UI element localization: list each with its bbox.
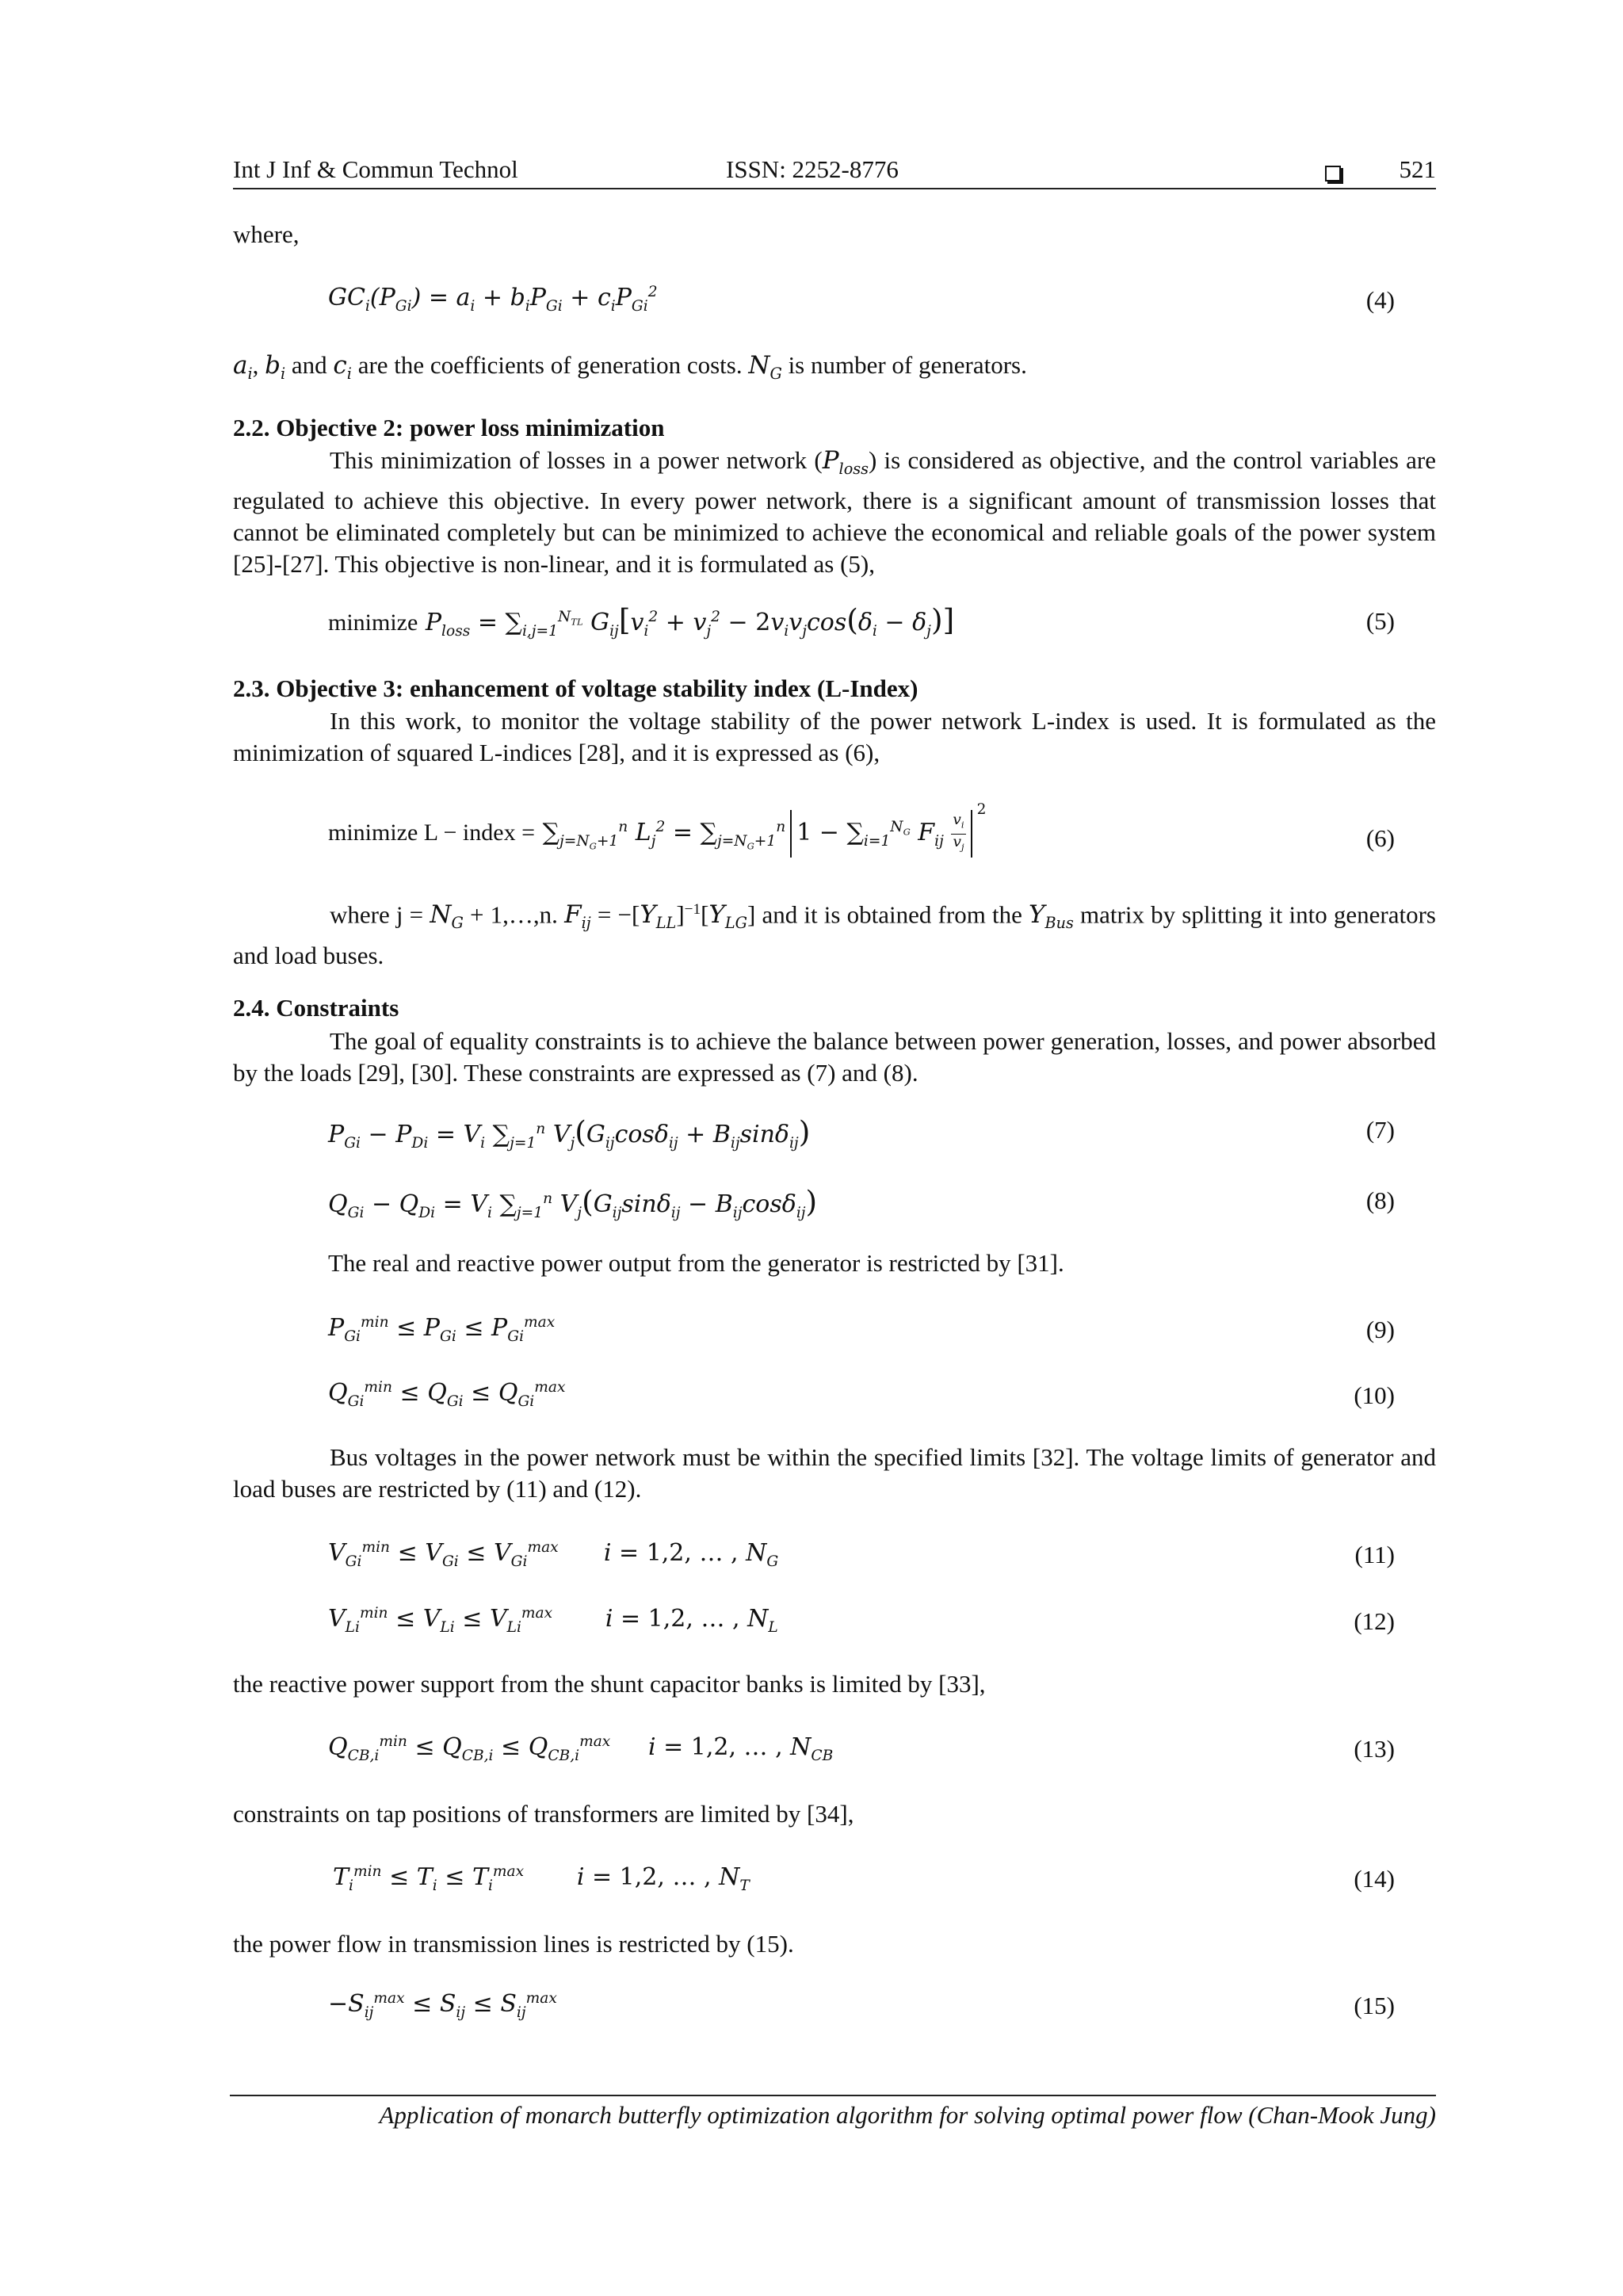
shunt-capacitor-text: the reactive power support from the shunt capacitor banks is limited by [33], <box>233 1670 986 1698</box>
equation-11: $V_{Gi}^{min} \le V_{Gi} \le V_{Gi}^{max}$ i = 1,2, … , $N_G$ <box>328 1539 779 1570</box>
equation-4: $GC_i(P_{Gi}) = a_i + b_iP_{Gi} + c_iP_{Gi}^2$ <box>328 284 658 315</box>
footer-rule <box>230 2095 1436 2096</box>
section-2-4-title: 2.4. Constraints <box>233 994 399 1022</box>
equation-7-number: (7) <box>1365 1116 1395 1144</box>
equation-12: $V_{Li}^{min} \le V_{Li} \le V_{Li}^{max}$ i = 1,2, … , $N_L$ <box>328 1605 778 1636</box>
header-rule <box>233 188 1436 189</box>
equation-12-number: (12) <box>1354 1607 1395 1635</box>
section-2-2-title: 2.2. Objective 2: power loss minimization <box>233 414 665 441</box>
page-number: 521 <box>1399 155 1436 183</box>
equation-5: minimize $P_{loss} = \sum_{i,j=1}^{N_{TL}}$ $G_{ij}[v_i^2 + v_j^2 - 2v_iv_j\cos(\delta_i - \delta_j)]$ <box>328 602 955 640</box>
journal-name: Int J Inf & Commun Technol <box>233 155 518 183</box>
section-2-2-paragraph: This minimization of losses in a power network $(P_{loss})$ is considered as objective, and the control variables are regulated to achieve this objective. In every power network, there is a significant amount of transmission losses that cannot be eliminated completely but can be minimized to achieve the economical and reliable goals of the power system [25]-[27]. This objective is non-linear, and it is formulated as (5), <box>233 446 1436 579</box>
where-label: where, <box>233 220 300 248</box>
equation-13: $Q_{CB,i}^{min} \le Q_{CB,i} \le Q_{CB,i}^{max}$ i = 1,2, … , $N_{CB}$ <box>328 1733 834 1764</box>
section-2-3-title: 2.3. Objective 3: enhancement of voltage stability index (L-Index) <box>233 674 918 702</box>
equation-9: $P_{Gi}^{min} \le P_{Gi} \le P_{Gi}^{max}$ <box>328 1314 556 1345</box>
equation-11-number: (11) <box>1354 1541 1395 1568</box>
equation-8: $Q_{Gi} - Q_{Di} = V_i$ $\sum_{j=1}^n$ $V_j(G_{ij}\sin\delta_{ij} - B_{ij}\cos\delta_{ij})$ <box>328 1184 818 1221</box>
section-2-4-paragraph: The goal of equality constraints is to achieve the balance between power generation, losses, and power absorbed by the loads [29], [30]. These constraints are expressed as (7) and (8). <box>233 1027 1436 1087</box>
equation-14: $T_i^{min} \le T_i \le T_i^{max}$ i = 1,2, … , $N_T$ <box>333 1863 750 1894</box>
equation-8-number: (8) <box>1365 1186 1395 1214</box>
section-2-3-paragraph: In this work, to monitor the voltage stability of the power network L-index is used. It is formulated as the minimization of squared L-indices [28], and it is expressed as (6), <box>233 707 1436 766</box>
running-header <box>233 155 1436 192</box>
issn: ISSN: 2252-8776 <box>726 155 899 183</box>
equation-13-number: (13) <box>1354 1735 1395 1763</box>
generator-limit-text: The real and reactive power output from the generator is restricted by [31]. <box>328 1249 1064 1277</box>
equation-5-number: (5) <box>1365 607 1395 635</box>
generation-coefficients-text: $a_i$, $b_i$ and $c_i$ are the coefficients of generation costs. $N_G$ is number of generators. <box>233 351 1027 384</box>
equation-7: $P_{Gi} - P_{Di} = V_i$ $\sum_{j=1}^n$ $V_j(G_{ij}\cos\delta_{ij} + B_{ij}\sin\delta_{ij})$ <box>328 1114 811 1152</box>
bus-voltage-paragraph: Bus voltages in the power network must be within the specified limits [32]. The voltage limits of generator and load buses are restricted by (11) and (12). <box>233 1443 1436 1503</box>
tap-position-text: constraints on tap positions of transformers are limited by [34], <box>233 1800 854 1828</box>
equation-6-number: (6) <box>1365 824 1395 852</box>
power-flow-text: the power flow in transmission lines is restricted by (15). <box>233 1930 794 1958</box>
equation-15: $-S_{ij}^{max} \le S_{ij} \le S_{ij}^{max}$ <box>328 1990 557 2021</box>
equation-4-number: (4) <box>1365 286 1395 314</box>
equation-10: $Q_{Gi}^{min} \le Q_{Gi} \le Q_{Gi}^{max}$ <box>328 1379 566 1410</box>
where-j-paragraph: where $j = N_G$ + 1,…,n. $F_{ij} = -[Y_{LL}]^{-1}[Y_{LG}]$ and it is obtained from the $Y_{Bus}$ matrix by splitting it into generators and load buses. <box>233 900 1436 969</box>
equation-6: minimize L − index = $\sum_{j=N_G+1}^n$ $L_j^2 = \sum_{j=N_G+1}^n$ $1 - \sum_{i=1}^{N_G}$ $F_{ij}$ $\frac{v_i}{v_j}$ $^2$ <box>328 810 986 858</box>
running-footer: Application of monarch butterfly optimization algorithm for solving optimal power flow (Chan-Mook Jung) <box>379 2101 1436 2129</box>
equation-14-number: (14) <box>1354 1865 1395 1893</box>
equation-10-number: (10) <box>1354 1381 1395 1409</box>
equation-9-number: (9) <box>1365 1316 1395 1343</box>
box-icon <box>1325 159 1341 187</box>
equation-15-number: (15) <box>1354 1992 1395 2019</box>
